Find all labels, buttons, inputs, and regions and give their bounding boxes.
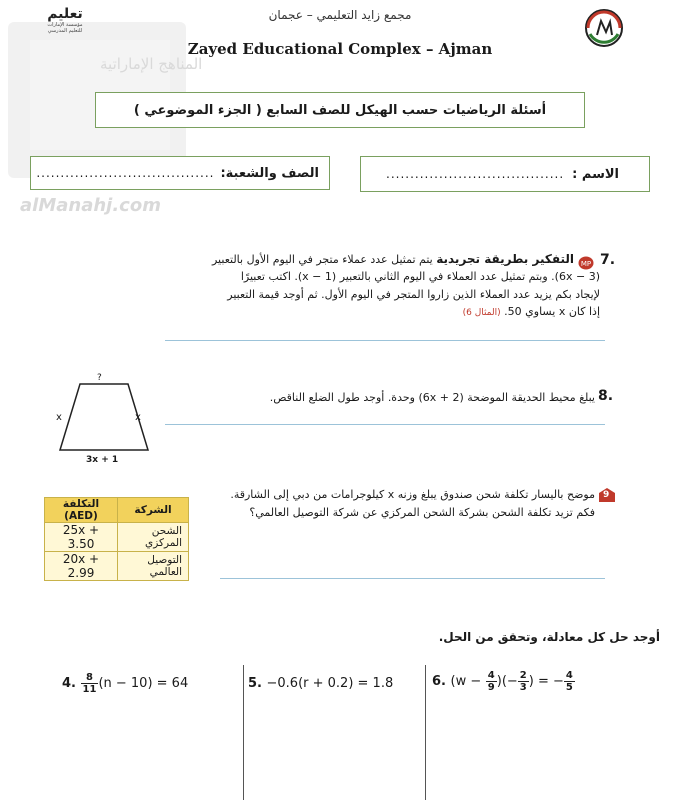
watermark-site: alManahj.com xyxy=(20,195,161,216)
table-header: الشركة xyxy=(118,498,189,523)
svg-text:MP: MP xyxy=(580,260,592,268)
school-emblem-icon xyxy=(584,8,624,48)
q7-line1: يتم تمثيل عدد عملاء متجر في اليوم الأول بالتعبير xyxy=(211,253,433,266)
eq6-fraction xyxy=(564,670,575,693)
table-row xyxy=(45,523,189,552)
eq6-part: )(− xyxy=(496,674,518,689)
thinking-icon xyxy=(578,255,594,269)
eq6-fraction xyxy=(518,670,529,693)
class-label: الصف والشعبة: xyxy=(220,165,319,181)
school-name-english: Zayed Educational Complex – Ajman xyxy=(187,40,493,58)
table-cell: 20x + 2.99 xyxy=(45,552,118,581)
logo-wordmark: تعليم xyxy=(47,6,83,22)
q7-line3: لإيجاد بكم يزيد عدد العملاء الذين زاروا المتجر في اليوم الأول. ثم أوجد قيمة التعبير xyxy=(227,288,600,301)
fraction-numerator: 8 xyxy=(81,672,99,684)
table-header: التكلفة (AED) xyxy=(45,498,118,523)
q8-answer-line xyxy=(165,424,605,425)
table-cell: الشحن المركزي xyxy=(118,523,189,552)
fraction-numerator: 4 xyxy=(565,670,573,681)
fraction-numerator: 4 xyxy=(487,670,495,681)
watermark-arabic: المناهج الإماراتية xyxy=(100,55,203,73)
eq4-number: 4. xyxy=(62,676,76,691)
class-field[interactable] xyxy=(30,156,330,190)
table-header-row xyxy=(45,498,189,523)
equation-6 xyxy=(432,670,575,693)
q7-line4-wrap xyxy=(200,303,600,322)
trapezoid-top-label: ? xyxy=(97,373,102,383)
q7-line4: إذا كان x يساوي 50. xyxy=(504,305,600,318)
q7-lead: التفكير بطريقة تجريدية xyxy=(436,252,574,266)
solve-instruction: أوجد حل كل معادلة، وتحقق من الحل. xyxy=(438,630,660,644)
worksheet-title: أسئلة الرياضيات حسب الهيكل للصف السابع ( الجزء الموضوعي ) xyxy=(95,92,585,128)
equation-5 xyxy=(248,676,393,691)
school-name-arabic: مجمع زايد التعليمي – عجمان xyxy=(268,8,412,22)
eq6-part: (w − xyxy=(450,674,482,689)
name-label: الاسم : xyxy=(572,166,619,182)
fraction-numerator: 2 xyxy=(519,670,527,681)
column-divider xyxy=(243,665,244,800)
q7-ref: (المثال 6) xyxy=(462,308,501,318)
q9-line2: فكم تزيد تكلفة الشحن بشركة الشحن المركزي عن شركة التوصيل العالمي؟ xyxy=(249,506,595,519)
q9-number: 9 xyxy=(603,490,610,500)
class-dots: ..................................... xyxy=(36,166,215,180)
name-dots: ..................................... xyxy=(386,167,565,181)
column-divider xyxy=(425,665,426,800)
trapezoid-bottom-label: 3x + 1 xyxy=(86,455,119,465)
q8-text: يبلغ محيط الحديقة الموضحة (2 + 6x) وحدة. أوجد طول الضلع الناقص. xyxy=(269,391,595,404)
fraction-denominator: 9 xyxy=(487,682,495,693)
table-row xyxy=(45,552,189,581)
q7-text xyxy=(200,250,574,269)
eq6-fraction xyxy=(486,670,497,693)
q8-number: 8. xyxy=(598,388,614,404)
q9-line1: موضح باليسار تكلفة شحن صندوق يبلغ وزنه x كيلوجرامات من دبي إلى الشارقة. xyxy=(230,488,595,501)
table-cell: 25x + 3.50 xyxy=(45,523,118,552)
eq4-fraction xyxy=(81,672,99,695)
eq6-part: ) = − xyxy=(528,674,564,689)
table-cell: التوصيل العالمي xyxy=(118,552,189,581)
eq5-number: 5. xyxy=(248,676,262,691)
fraction-denominator: 5 xyxy=(565,682,573,693)
shipping-table xyxy=(44,497,189,581)
q7-answer-line xyxy=(165,340,605,341)
eq5-body: −0.6(r + 0.2) = 1.8 xyxy=(266,676,394,691)
ministry-logo xyxy=(40,6,90,34)
equation-4 xyxy=(62,672,188,695)
q9-answer-line xyxy=(220,578,605,579)
logo-subtitle: مؤسسة الإمارات للتعليم المدرسي xyxy=(47,22,83,34)
eq6-number: 6. xyxy=(432,674,446,689)
q7-line2: (3 − 6x). وبتم تمثيل عدد العملاء في اليوم الثاني بالتعبير (1 − x). اكتب تعبيرًا xyxy=(240,270,600,283)
trapezoid-left-label: x xyxy=(56,412,62,423)
q7-number: 7. xyxy=(600,252,616,268)
fraction-denominator: 3 xyxy=(519,682,527,693)
name-field[interactable] xyxy=(360,156,650,192)
eq4-body: (n − 10) = 64 xyxy=(98,676,189,691)
fraction-denominator: 11 xyxy=(82,684,97,695)
trapezoid-right-label: x xyxy=(135,412,141,423)
